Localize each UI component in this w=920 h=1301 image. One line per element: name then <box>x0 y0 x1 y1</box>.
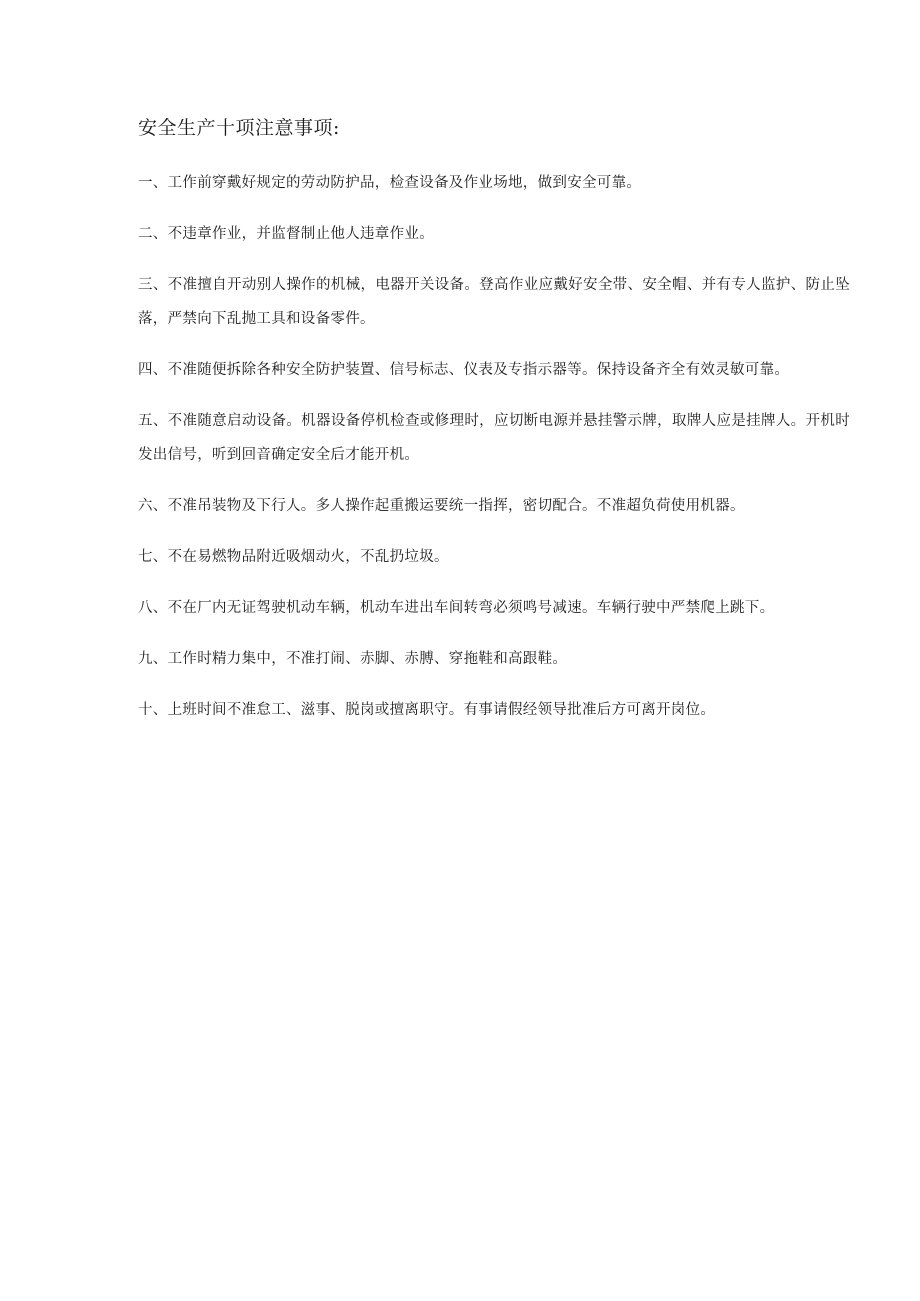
rule-item-5: 五、不准随意启动设备。机器设备停机检查或修理时，应切断电源并悬挂警示牌，取牌人应是挂牌人。开机时发出信号，听到回音确定安全后才能开机。 <box>138 413 850 463</box>
document-content <box>138 114 850 744</box>
rule-item-6: 六、不准吊装物及下行人。多人操作起重搬运要统一指挥，密切配合。不准超负荷使用机器。 <box>138 498 745 514</box>
rule-item-8: 八、不在厂内无证驾驶机动车辆，机动车进出车间转弯必须鸣号减速。车辆行驶中严禁爬上跳下。 <box>138 600 775 616</box>
rule-item-2: 二、不违章作业，并监督制止他人违章作业。 <box>138 226 434 242</box>
rule-item-7: 七、不在易燃物品附近吸烟动火，不乱扔垃圾。 <box>138 549 449 565</box>
rule-item-1: 一、工作前穿戴好规定的劳动防护品，检查设备及作业场地，做到安全可靠。 <box>138 175 642 191</box>
rule-item-4: 四、不准随便拆除各种安全防护装置、信号标志、仪表及专指示器等。保持设备齐全有效灵敏可靠。 <box>138 362 790 378</box>
rule-item-9: 九、工作时精力集中，不准打闹、赤脚、赤膊、穿拖鞋和高跟鞋。 <box>138 651 568 667</box>
safety-rules-list <box>138 166 850 727</box>
rule-item-10: 十、上班时间不准怠工、滋事、脱岗或擅离职守。有事请假经领导批准后方可离开岗位。 <box>138 702 716 718</box>
rule-item-3: 三、不准擅自开动别人操作的机械，电器开关设备。登高作业应戴好安全带、安全帽、并有专人监护、防止坠落，严禁向下乱抛工具和设备零件。 <box>138 277 850 327</box>
document-title: 安全生产十项注意事项: <box>138 117 340 139</box>
